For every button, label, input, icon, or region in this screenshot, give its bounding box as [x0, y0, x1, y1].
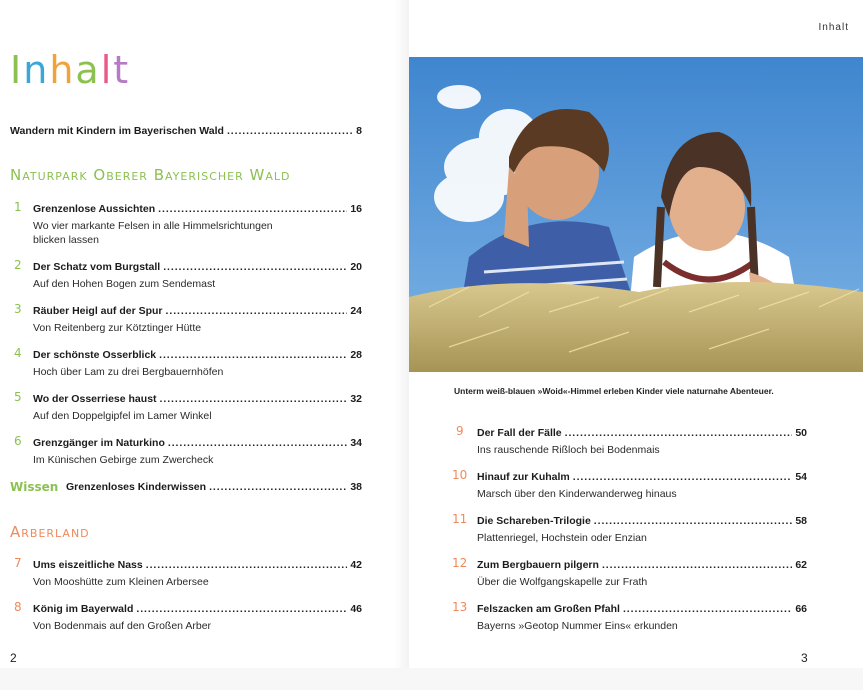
toc-page: 32 [350, 393, 362, 405]
leader-dots [158, 203, 347, 215]
toc-subtitle: Hoch über Lam zu drei Bergbauernhöfen [33, 366, 224, 378]
photo-caption: Unterm weiß-blauen »Woid«-Himmel erleben Kinder viele naturnahe Abenteuer. [454, 386, 774, 396]
toc-entry-11[interactable] [477, 515, 807, 527]
toc-subtitle: Auf den Hohen Bogen zum Sendemast [33, 278, 216, 290]
leader-dots [160, 393, 348, 405]
tour-number: 8 [14, 600, 22, 614]
leader-dots [163, 261, 347, 273]
tour-number: 1 [14, 200, 22, 214]
toc-entry-wissen[interactable] [66, 481, 362, 493]
toc-title: Grenzenloses Kinderwissen [66, 481, 207, 493]
toc-title: Grenzenlose Aussichten [33, 203, 156, 215]
toc-page: 54 [795, 471, 807, 483]
toc-entry-10[interactable] [477, 471, 807, 483]
tour-number: 10 [452, 468, 468, 482]
toc-title: Felszacken am Großen Pfahl [477, 603, 620, 615]
toc-entry-5[interactable] [33, 393, 362, 405]
toc-title: Hinauf zur Kuhalm [477, 471, 570, 483]
toc-title: Ums eiszeitliche Nass [33, 559, 143, 571]
section-heading-naturpark: Naturpark Oberer Bayerischer Wald [10, 166, 291, 184]
toc-page: 34 [350, 437, 362, 449]
page-number-right: 3 [801, 651, 808, 665]
toc-title: Wandern mit Kindern im Bayerischen Wald [10, 125, 224, 137]
tour-number: 11 [452, 512, 468, 526]
toc-entry-intro[interactable] [10, 125, 362, 137]
tour-number: 2 [14, 258, 22, 272]
leader-dots [594, 515, 793, 527]
leader-dots [136, 603, 347, 615]
toc-title: Der schönste Osserblick [33, 349, 157, 361]
wissen-badge: Wissen [10, 480, 59, 494]
title-letter: a [75, 48, 101, 92]
toc-subtitle-line: Wo vier markante Felsen in alle Himmelsrichtungen [33, 220, 273, 232]
toc-page: 16 [350, 203, 362, 215]
page-bottom-margin [0, 668, 863, 690]
toc-page: 8 [356, 125, 362, 137]
toc-subtitle [33, 219, 273, 247]
title-letter: I [10, 48, 24, 92]
toc-page: 38 [350, 481, 362, 493]
toc-subtitle: Von Reitenberg zur Kötztinger Hütte [33, 322, 202, 334]
toc-page: 28 [350, 349, 362, 361]
tour-number: 4 [14, 346, 22, 360]
leader-dots [227, 125, 353, 137]
toc-entry-7[interactable] [33, 559, 362, 571]
page-title [10, 48, 130, 92]
toc-subtitle: Von Bodenmais auf den Großen Arber [33, 620, 212, 632]
leader-dots [166, 305, 348, 317]
toc-title: Der Schatz vom Burgstall [33, 261, 161, 273]
toc-subtitle: Bayerns »Geotop Nummer Eins« erkunden [477, 620, 678, 632]
title-letter: n [23, 48, 50, 92]
tour-number: 12 [452, 556, 468, 570]
title-letter: l [100, 48, 114, 92]
cover-photo [409, 57, 863, 372]
toc-subtitle: Marsch über den Kinderwanderweg hinaus [477, 488, 677, 500]
toc-subtitle: Über die Wolfgangskapelle zur Frath [477, 576, 648, 588]
toc-title: Räuber Heigl auf der Spur [33, 305, 163, 317]
toc-subtitle: Auf den Doppelgipfel im Lamer Winkel [33, 410, 212, 422]
toc-entry-2[interactable] [33, 261, 362, 273]
toc-page: 20 [350, 261, 362, 273]
toc-page: 66 [795, 603, 807, 615]
toc-entry-6[interactable] [33, 437, 362, 449]
toc-subtitle: Ins rauschende Rißloch bei Bodenmais [477, 444, 660, 456]
tour-number: 9 [456, 424, 464, 438]
toc-subtitle: Im Künischen Gebirge zum Zwercheck [33, 454, 214, 466]
leader-dots [209, 481, 347, 493]
toc-entry-1[interactable] [33, 203, 362, 215]
title-letter: t [113, 48, 131, 92]
gutter-shadow [394, 0, 410, 668]
tour-number: 7 [14, 556, 22, 570]
leader-dots [573, 471, 793, 483]
toc-entry-13[interactable] [477, 603, 807, 615]
leader-dots [168, 437, 347, 449]
children-on-hay-photo [409, 57, 863, 372]
leader-dots [623, 603, 792, 615]
page-number-left: 2 [10, 651, 17, 665]
toc-subtitle-line: blicken lassen [33, 234, 99, 246]
left-page [0, 0, 409, 668]
toc-title: Grenzgänger im Naturkino [33, 437, 165, 449]
toc-title: Zum Bergbauern pilgern [477, 559, 599, 571]
leader-dots [146, 559, 348, 571]
section-heading-arberland: Arberland [10, 523, 90, 541]
toc-page: 24 [350, 305, 362, 317]
toc-page: 58 [795, 515, 807, 527]
toc-page: 42 [350, 559, 362, 571]
leader-dots [565, 427, 793, 439]
toc-entry-9[interactable] [477, 427, 807, 439]
toc-title: Der Fall der Fälle [477, 427, 562, 439]
leader-dots [159, 349, 347, 361]
toc-title: König im Bayerwald [33, 603, 134, 615]
title-letter: h [49, 48, 76, 92]
toc-title: Wo der Osserriese haust [33, 393, 157, 405]
toc-subtitle: Von Mooshütte zum Kleinen Arbersee [33, 576, 209, 588]
toc-entry-3[interactable] [33, 305, 362, 317]
toc-page: 50 [795, 427, 807, 439]
toc-title: Die Schareben-Trilogie [477, 515, 591, 527]
hay-bale [409, 282, 863, 372]
toc-entry-12[interactable] [477, 559, 807, 571]
leader-dots [602, 559, 792, 571]
toc-page: 46 [350, 603, 362, 615]
tour-number: 5 [14, 390, 22, 404]
running-head: Inhalt [818, 22, 849, 33]
toc-subtitle: Plattenriegel, Hochstein oder Enzian [477, 532, 647, 544]
tour-number: 3 [14, 302, 22, 316]
tour-number: 13 [452, 600, 468, 614]
tour-number: 6 [14, 434, 22, 448]
toc-entry-8[interactable] [33, 603, 362, 615]
toc-entry-4[interactable] [33, 349, 362, 361]
toc-page: 62 [795, 559, 807, 571]
